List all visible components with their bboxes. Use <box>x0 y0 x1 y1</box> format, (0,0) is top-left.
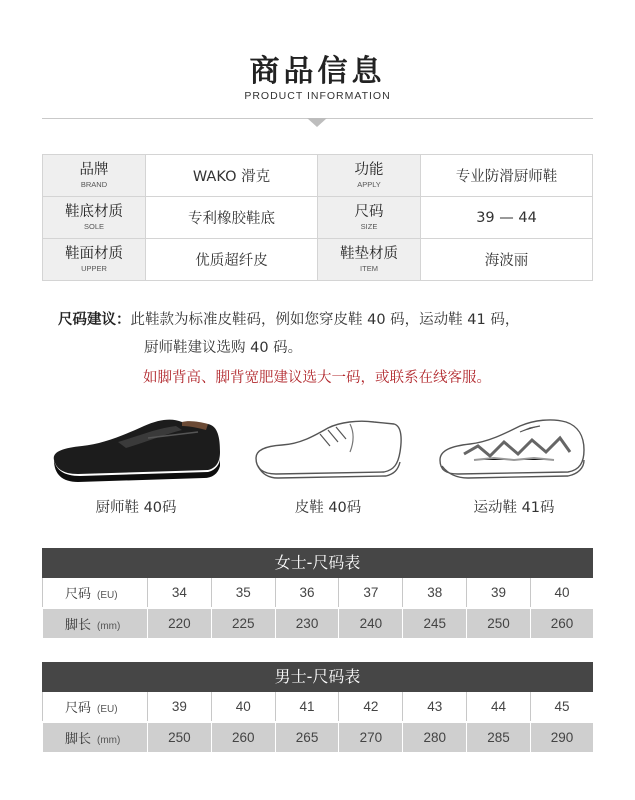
info-row <box>43 239 593 281</box>
size-cell: 37 <box>339 578 403 608</box>
sole-value: 专利橡胶鞋底 <box>146 197 318 239</box>
sole-label <box>43 197 146 239</box>
size-cell: 42 <box>339 692 403 722</box>
women-size-table <box>42 578 593 638</box>
length-cell: 250 <box>148 722 212 752</box>
size-row-header <box>43 692 148 722</box>
size-cell: 40 <box>530 578 593 608</box>
brand-label-en: BRAND <box>80 180 108 189</box>
sneaker-caption: 运动鞋 41码 <box>473 500 555 516</box>
apply-label-en: APPLY <box>357 180 381 189</box>
apply-label <box>318 155 421 197</box>
upper-label-cn: 鞋面材质 <box>65 246 123 262</box>
divider-arrow-icon <box>307 118 327 127</box>
page-subtitle: PRODUCT INFORMATION <box>244 90 391 102</box>
length-cell: 230 <box>275 608 339 638</box>
size-cell: 45 <box>530 692 593 722</box>
size-cell: 38 <box>403 578 467 608</box>
length-cell: 250 <box>467 608 531 638</box>
size-row-unit: (EU) <box>97 590 118 601</box>
size-cell: 35 <box>211 578 275 608</box>
info-row <box>43 197 593 239</box>
advice-text-2: 厨师鞋建议选购 40 码。 <box>144 340 303 356</box>
women-size-chart-title: 女士-尺码表 <box>42 548 593 578</box>
size-row-label: 尺码 <box>65 587 92 602</box>
size-cell: 41 <box>275 692 339 722</box>
length-cell: 270 <box>339 722 403 752</box>
size-cell: 44 <box>467 692 531 722</box>
size-row-label: 尺码 <box>65 701 92 716</box>
leather-shoe-icon <box>250 412 406 486</box>
size-value: 39 — 44 <box>421 197 593 239</box>
leather-shoe-caption: 皮鞋 40码 <box>294 500 362 516</box>
women-length-row <box>43 608 594 638</box>
apply-label-cn: 功能 <box>354 162 384 178</box>
advice-text-1: 此鞋款为标准皮鞋码，例如您穿皮鞋 40 码，运动鞋 41 码， <box>130 312 520 328</box>
sole-label-en: SOLE <box>83 222 104 231</box>
size-row-unit: (EU) <box>97 704 118 715</box>
size-advice <box>58 306 598 362</box>
sole-label-cn: 鞋底材质 <box>65 204 123 220</box>
length-cell: 245 <box>403 608 467 638</box>
size-row-header <box>43 578 148 608</box>
size-cell: 36 <box>275 578 339 608</box>
length-cell: 225 <box>211 608 275 638</box>
size-label-cn: 尺码 <box>354 204 384 220</box>
item-label-cn: 鞋垫材质 <box>340 246 398 262</box>
chef-shoe-icon <box>48 408 224 486</box>
upper-value: 优质超纤皮 <box>146 239 318 281</box>
size-label-en: SIZE <box>360 222 378 231</box>
brand-label <box>43 155 146 197</box>
length-cell: 290 <box>530 722 593 752</box>
length-cell: 220 <box>148 608 212 638</box>
advice-warning: 如脚背高、脚背宽肥建议选大一码，或联系在线客服。 <box>143 370 491 386</box>
item-value: 海波丽 <box>421 239 593 281</box>
length-cell: 265 <box>275 722 339 752</box>
size-label <box>318 197 421 239</box>
sneaker-icon <box>434 412 590 486</box>
size-cell: 40 <box>211 692 275 722</box>
advice-label: 尺码建议： <box>58 312 131 328</box>
women-size-row <box>43 578 594 608</box>
size-cell: 34 <box>148 578 212 608</box>
size-cell: 43 <box>403 692 467 722</box>
length-cell: 285 <box>467 722 531 752</box>
men-size-row <box>43 692 594 722</box>
length-row-header <box>43 608 148 638</box>
length-cell: 240 <box>339 608 403 638</box>
men-size-table <box>42 692 593 752</box>
chef-shoe-caption: 厨师鞋 40码 <box>95 500 177 516</box>
item-label-en: ITEM <box>360 264 378 273</box>
length-row-label: 脚长 <box>65 618 92 633</box>
men-length-row <box>43 722 594 752</box>
apply-value: 专业防滑厨师鞋 <box>421 155 593 197</box>
length-row-unit: (mm) <box>97 735 121 746</box>
upper-label <box>43 239 146 281</box>
length-row-label: 脚长 <box>65 732 92 747</box>
page-title: 商品信息 <box>249 54 386 89</box>
info-row <box>43 155 593 197</box>
advice-line-1 <box>58 306 598 334</box>
product-info-table <box>42 154 593 281</box>
length-cell: 260 <box>211 722 275 752</box>
item-label <box>318 239 421 281</box>
brand-label-cn: 品牌 <box>79 162 109 178</box>
length-row-unit: (mm) <box>97 621 121 632</box>
upper-label-en: UPPER <box>81 264 107 273</box>
length-cell: 280 <box>403 722 467 752</box>
length-cell: 260 <box>530 608 593 638</box>
men-size-chart-title: 男士-尺码表 <box>42 662 593 692</box>
brand-value: WAKO 滑克 <box>146 155 318 197</box>
size-cell: 39 <box>467 578 531 608</box>
size-cell: 39 <box>148 692 212 722</box>
length-row-header <box>43 722 148 752</box>
